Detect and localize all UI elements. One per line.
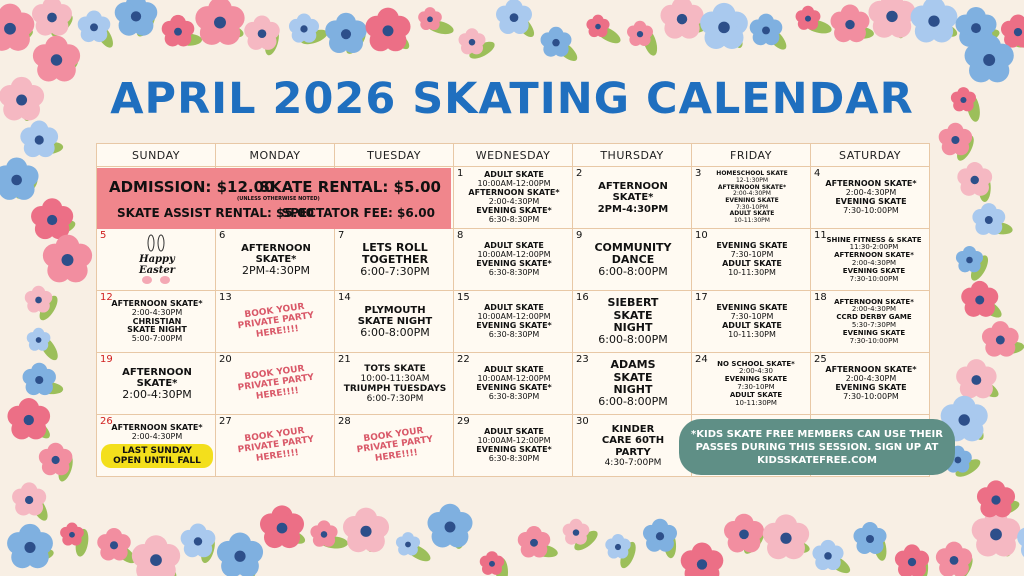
week-row <box>97 229 930 291</box>
event-time: 6:00-7:30PM <box>366 394 424 405</box>
day-cell-14 <box>335 291 454 353</box>
flower-center <box>966 257 973 264</box>
event-name: AFTERNOON SKATE* <box>111 298 203 308</box>
day-number: 22 <box>457 354 470 365</box>
event-time: 5:00-7:00PM <box>131 334 183 344</box>
event-time: 10:00AM-12:00PM <box>477 374 551 384</box>
flower-center <box>35 376 43 384</box>
event-name: AFTERNOON SKATE* <box>825 179 917 189</box>
day-cell-8 <box>454 229 573 291</box>
flower-center <box>886 11 897 22</box>
unless-noted: (UNLESS OTHERWISE NOTED) <box>237 196 320 202</box>
week-row <box>97 291 930 353</box>
day-cell-12 <box>97 291 216 353</box>
event-name: KINDER CARE 60TH PARTY <box>601 424 665 458</box>
event-name: EVENING SKATE <box>724 375 788 384</box>
event-name: ADULT SKATE <box>484 170 544 180</box>
day-number: 7 <box>338 230 345 241</box>
event-time: 2PM-4:30PM <box>242 264 310 278</box>
flower-center <box>234 551 245 562</box>
event-name: AFTERNOON SKATE* <box>241 242 311 265</box>
admission-banner <box>97 168 451 229</box>
event-time: 10:00-11:30AM <box>360 373 430 384</box>
event-name: SHINE FITNESS & SKATE <box>826 235 922 244</box>
event-time: 2:00-4:30PM <box>851 305 897 314</box>
event-time: 2:00-4:30PM <box>488 197 540 206</box>
event-name: TRIUMPH TUESDAYS <box>343 384 447 394</box>
flower-center <box>150 554 162 566</box>
day-number: 8 <box>457 230 464 241</box>
event-name: ADULT SKATE <box>484 303 544 313</box>
flower-center <box>718 22 730 34</box>
day-cell-17 <box>692 291 811 353</box>
flower-center <box>762 26 770 34</box>
day-header: TUESDAY <box>335 144 454 167</box>
event-time: 6:00-8:00PM <box>360 326 430 340</box>
skate-rental-price: SKATE RENTAL: $5.00 <box>259 178 441 196</box>
event-time: 10-11:30PM <box>728 329 776 339</box>
spectator-fee: SPECTATOR FEE: $6.00 <box>281 206 435 220</box>
event-time: 6:30-8:30PM <box>488 329 540 339</box>
book-party-link[interactable]: BOOK YOUR PRIVATE PARTY HERE!!!! <box>356 426 434 465</box>
flower-center <box>258 29 267 38</box>
event-name: EVENING SKATE* <box>476 321 552 330</box>
event-time: 7:30-10PM <box>730 312 774 322</box>
flower-center <box>971 176 979 184</box>
event-name: CCRD DERBY GAME <box>836 313 912 322</box>
event-time: 6:30-8:30PM <box>488 453 540 463</box>
flower-center <box>131 11 141 21</box>
event-time: 10:00AM-12:00PM <box>477 436 551 446</box>
day-number: 23 <box>576 354 589 365</box>
kids-skate-free-note[interactable]: *KIDS SKATE FREE MEMBERS CAN USE THEIR PASSES DURING THIS SESSION. SIGN UP AT KIDSSKATEFREE.COM <box>679 419 955 475</box>
day-header: THURSDAY <box>573 144 692 167</box>
event-name: AFTERNOON SKATE* <box>825 365 917 375</box>
flower-center <box>530 539 538 547</box>
flower-center <box>174 28 182 36</box>
flower-center <box>866 535 874 543</box>
day-number: 28 <box>338 416 351 427</box>
flower-center <box>990 529 1002 541</box>
day-number: 27 <box>219 416 232 427</box>
event-time: 6:00-8:00PM <box>598 333 668 347</box>
day-header: WEDNESDAY <box>454 144 573 167</box>
day-number: 2 <box>576 168 583 179</box>
flower-center <box>971 375 981 385</box>
day-number: 10 <box>695 230 708 241</box>
event-time: 2:00-4:30PM <box>851 259 897 267</box>
flower-center <box>24 415 34 425</box>
flower-center <box>983 54 995 66</box>
flower-center <box>51 54 62 65</box>
event-name: ADAMS SKATE NIGHT <box>610 358 656 396</box>
event-name: EVENING SKATE <box>725 197 779 204</box>
day-cell-6 <box>216 229 335 291</box>
event-time: 10-11:30PM <box>728 267 776 277</box>
event-name: ADULT SKATE <box>729 390 783 399</box>
event-time: 6:00-8:00PM <box>598 265 668 279</box>
day-number: 24 <box>695 354 708 365</box>
day-cell-9 <box>573 229 692 291</box>
event-name: ADULT SKATE <box>484 427 544 437</box>
event-time: 2PM-4:30PM <box>597 203 669 215</box>
day-number: 4 <box>814 168 821 179</box>
flower-center <box>780 533 791 544</box>
flower-center <box>955 457 962 464</box>
day-cell-26 <box>97 415 216 477</box>
day-cell-13 <box>216 291 335 353</box>
day-cell-22 <box>454 353 573 415</box>
event-time: 7:30-10:00PM <box>849 274 899 283</box>
event-time: 2:00-4:30 <box>739 367 773 376</box>
flower-center <box>510 13 519 22</box>
flower-center <box>908 558 916 566</box>
flower-center <box>996 336 1005 345</box>
flower-center <box>805 16 811 22</box>
event-name: ADULT SKATE <box>722 321 782 330</box>
book-party-link[interactable]: BOOK YOUR PRIVATE PARTY HERE!!!! <box>237 364 315 403</box>
flower-center <box>489 561 495 567</box>
flower-center <box>341 29 351 39</box>
day-cell-27 <box>216 415 335 477</box>
event-time: 10:00AM-12:00PM <box>477 250 551 260</box>
event-time: 10:00AM-12:00PM <box>477 179 551 189</box>
day-cell-24 <box>692 353 811 415</box>
week-row <box>97 353 930 415</box>
day-cell-28 <box>335 415 454 477</box>
day-cell-21 <box>335 353 454 415</box>
event-name: ADULT SKATE <box>484 241 544 251</box>
flower-center <box>69 532 75 538</box>
flower-center <box>824 552 832 560</box>
day-number: 26 <box>100 416 113 427</box>
flower-center <box>985 216 993 224</box>
event-name: EVENING SKATE* <box>476 259 552 268</box>
event-name: EVENING SKATE <box>835 197 907 206</box>
event-time: 5:30-7:30PM <box>851 321 897 329</box>
event-name: PLYMOUTH SKATE NIGHT <box>357 304 433 327</box>
event-name: AFTERNOON SKATE* <box>834 251 914 260</box>
event-name: EVENING SKATE <box>842 266 906 275</box>
skate-assist-price: SKATE ASSIST RENTAL: $5.00 <box>117 206 314 220</box>
day-number: 13 <box>219 292 232 303</box>
flower-center <box>11 175 22 186</box>
event-time: 2:00-4:30PM <box>131 307 183 317</box>
day-number: 25 <box>814 354 827 365</box>
flower-center <box>360 526 371 537</box>
event-name: AFTERNOON SKATE* <box>598 181 668 204</box>
flower-center <box>595 24 601 30</box>
flower-center <box>47 215 57 225</box>
event-time: 6:00-7:30PM <box>360 265 430 279</box>
book-party-link[interactable]: BOOK YOUR PRIVATE PARTY HERE!!!! <box>237 302 315 341</box>
flower-center <box>25 496 33 504</box>
event-name: ADULT SKATE <box>729 210 775 218</box>
event-time: 7:30-10:00PM <box>843 391 899 401</box>
day-cell-15 <box>454 291 573 353</box>
flower-shape <box>681 542 724 576</box>
day-header: SUNDAY <box>97 144 216 167</box>
flower-center <box>958 414 969 425</box>
event-name: AFTERNOON SKATE* <box>122 366 192 389</box>
day-number: 19 <box>100 354 113 365</box>
event-name: AFTERNOON SKATE* <box>111 422 203 432</box>
flower-center <box>90 23 98 31</box>
day-number: 30 <box>576 416 589 427</box>
day-number: 29 <box>457 416 470 427</box>
day-number: 5 <box>100 230 107 241</box>
flower-center <box>739 529 749 539</box>
day-cell-3 <box>692 167 811 229</box>
event-name: AFTERNOON SKATE* <box>468 188 560 198</box>
event-name: COMMUNITY DANCE <box>594 240 672 266</box>
flower-center <box>214 17 226 29</box>
flower-center <box>991 495 1000 504</box>
flower-center <box>697 559 707 569</box>
flower-center <box>677 14 687 24</box>
event-name: AFTERNOON SKATE* <box>717 183 787 191</box>
day-header: MONDAY <box>216 144 335 167</box>
flower-center <box>62 254 74 266</box>
flower-center <box>383 25 394 36</box>
day-number: 11 <box>814 230 827 241</box>
event-name: CHRISTIAN SKATE NIGHT <box>127 316 187 335</box>
event-time: 6:30-8:30PM <box>488 267 540 277</box>
event-time: 7:30-10PM <box>735 203 769 211</box>
event-name: EVENING SKATE <box>716 303 788 313</box>
admission-price: ADMISSION: $12.00 <box>109 178 275 196</box>
flower-center <box>445 522 456 533</box>
flower-center <box>469 39 476 46</box>
event-name: EVENING SKATE <box>842 328 906 337</box>
flower-center <box>321 531 328 538</box>
flower-center <box>928 15 939 26</box>
event-time: 7:30-10PM <box>730 250 774 260</box>
flower-center <box>656 532 664 540</box>
event-time: 4:30-7:00PM <box>604 457 662 468</box>
day-cell-2 <box>573 167 692 229</box>
day-cell-30 <box>573 415 692 477</box>
day-number: 17 <box>695 292 708 303</box>
day-header: SATURDAY <box>811 144 930 167</box>
event-time: 2:00-4:30PM <box>845 374 897 384</box>
event-time: 6:00-8:00PM <box>598 395 668 409</box>
day-number: 14 <box>338 292 351 303</box>
day-cell-18 <box>811 291 930 353</box>
flower-center <box>110 541 118 549</box>
day-cell-23 <box>573 353 692 415</box>
event-name: EVENING SKATE <box>716 241 788 251</box>
day-number: 3 <box>695 168 702 179</box>
event-time: 7:30-10:00PM <box>849 336 899 345</box>
event-name: HOMESCHOOL SKATE <box>716 170 788 178</box>
flower-center <box>1014 28 1022 36</box>
day-cell-20 <box>216 353 335 415</box>
event-time: 2:00-4:30PM <box>845 188 897 198</box>
day-number: 15 <box>457 292 470 303</box>
event-time: 12-1:30PM <box>735 176 769 184</box>
event-name: EVENING SKATE <box>835 383 907 392</box>
flower-center <box>277 523 288 534</box>
event-time: 11:30-2:00PM <box>849 243 899 252</box>
event-name: ADULT SKATE <box>484 365 544 375</box>
flower-center <box>4 23 16 35</box>
page-title: APRIL 2026 SKATING CALENDAR <box>110 74 914 124</box>
event-time: 6:30-8:30PM <box>488 391 540 401</box>
event-time: 2:00-4:30PM <box>131 431 183 441</box>
day-number: 16 <box>576 292 589 303</box>
weekday-header-row <box>97 144 930 167</box>
day-cell-4 <box>811 167 930 229</box>
day-cell-11 <box>811 229 930 291</box>
event-name: TOTS SKATE <box>364 363 426 374</box>
flower-center <box>975 296 984 305</box>
day-cell-16 <box>573 291 692 353</box>
event-time: 10-11:30PM <box>734 217 770 225</box>
day-number: 20 <box>219 354 232 365</box>
flower-center <box>951 136 959 144</box>
flower-center <box>35 297 42 304</box>
flower-center <box>24 542 35 553</box>
day-cell-25 <box>811 353 930 415</box>
flower-center <box>427 16 433 22</box>
day-cell-10 <box>692 229 811 291</box>
day-number: 18 <box>814 292 827 303</box>
day-number: 12 <box>100 292 113 303</box>
last-sunday-badge: LAST SUNDAY OPEN UNTIL FALL <box>101 444 213 468</box>
day-number: 1 <box>457 168 464 179</box>
flower-center <box>194 537 202 545</box>
day-cell-19 <box>97 353 216 415</box>
event-name: LETS ROLL TOGETHER <box>361 240 429 266</box>
event-name: EVENING SKATE* <box>476 383 552 392</box>
event-time: 2:00-4:30PM <box>122 388 192 402</box>
event-time: 6:30-8:30PM <box>488 214 540 224</box>
flower-center <box>845 20 854 29</box>
day-cell-7 <box>335 229 454 291</box>
flower-center <box>52 456 60 464</box>
flower-center <box>36 337 42 343</box>
event-name: NO SCHOOL SKATE* <box>717 359 795 368</box>
event-time: 7:30-10PM <box>737 383 775 391</box>
event-time: 10:00AM-12:00PM <box>477 312 551 322</box>
flower-center <box>971 23 981 33</box>
flower-center <box>573 529 579 535</box>
flower-center <box>300 25 307 32</box>
flower-center <box>637 31 643 37</box>
flower-center <box>35 135 44 144</box>
event-name: EVENING SKATE* <box>476 205 552 215</box>
easter-text: Happy Easter <box>139 254 175 276</box>
event-name: EVENING SKATE* <box>476 445 552 454</box>
day-number: 6 <box>219 230 226 241</box>
flower-center <box>615 544 621 550</box>
day-cell-1 <box>454 167 573 229</box>
day-number: 9 <box>576 230 583 241</box>
day-cell-5 <box>97 229 216 291</box>
event-time: 2:00-4:30PM <box>733 190 771 198</box>
flower-center <box>950 556 959 565</box>
flower-center <box>552 39 559 46</box>
event-time: 10-11:30PM <box>735 398 777 407</box>
flower-center <box>47 13 57 23</box>
flower-center <box>405 542 411 548</box>
day-number: 21 <box>338 354 351 365</box>
day-cell-29 <box>454 415 573 477</box>
day-header: FRIDAY <box>692 144 811 167</box>
event-name: AFTERNOON SKATE* <box>834 297 914 306</box>
event-name: SIEBERT SKATE NIGHT <box>607 296 659 334</box>
book-party-link[interactable]: BOOK YOUR PRIVATE PARTY HERE!!!! <box>237 426 315 465</box>
event-time: 7:30-10:00PM <box>843 205 899 215</box>
event-name: ADULT SKATE <box>722 259 782 268</box>
